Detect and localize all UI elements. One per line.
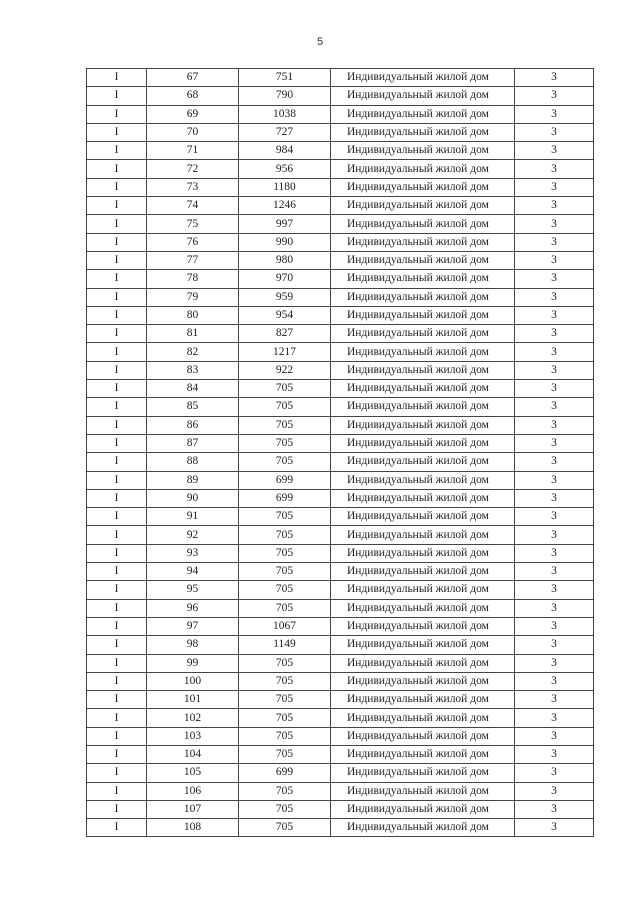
land-use-cell: Индивидуальный жилой дом <box>331 581 515 599</box>
lot-number-cell: 92 <box>147 526 239 544</box>
land-use-cell: Индивидуальный жилой дом <box>331 819 515 837</box>
lot-number-cell: 81 <box>147 325 239 343</box>
zone-cell: I <box>87 745 147 763</box>
category-cell: 3 <box>515 343 594 361</box>
table-row <box>87 800 594 818</box>
land-use-cell: Индивидуальный жилой дом <box>331 727 515 745</box>
table-row <box>87 343 594 361</box>
category-cell: 3 <box>515 581 594 599</box>
category-cell: 3 <box>515 526 594 544</box>
table-row <box>87 123 594 141</box>
lot-number-cell: 69 <box>147 105 239 123</box>
table-row <box>87 233 594 251</box>
zone-cell: I <box>87 727 147 745</box>
lot-number-cell: 89 <box>147 471 239 489</box>
category-cell: 3 <box>515 325 594 343</box>
zone-cell: I <box>87 563 147 581</box>
page-number: 5 <box>316 36 324 48</box>
table-row <box>87 782 594 800</box>
table-row <box>87 434 594 452</box>
land-use-cell: Индивидуальный жилой дом <box>331 380 515 398</box>
area-cell: 790 <box>239 87 331 105</box>
table-row <box>87 416 594 434</box>
category-cell: 3 <box>515 197 594 215</box>
zone-cell: I <box>87 581 147 599</box>
category-cell: 3 <box>515 87 594 105</box>
zone-cell: I <box>87 142 147 160</box>
category-cell: 3 <box>515 599 594 617</box>
lot-number-cell: 101 <box>147 691 239 709</box>
lot-number-cell: 67 <box>147 69 239 87</box>
land-use-cell: Индивидуальный жилой дом <box>331 270 515 288</box>
lot-number-cell: 73 <box>147 178 239 196</box>
table-row <box>87 215 594 233</box>
area-cell: 705 <box>239 782 331 800</box>
land-use-cell: Индивидуальный жилой дом <box>331 416 515 434</box>
land-use-cell: Индивидуальный жилой дом <box>331 782 515 800</box>
table-row <box>87 325 594 343</box>
category-cell: 3 <box>515 178 594 196</box>
land-use-cell: Индивидуальный жилой дом <box>331 142 515 160</box>
table-row <box>87 453 594 471</box>
zone-cell: I <box>87 654 147 672</box>
area-cell: 727 <box>239 123 331 141</box>
category-cell: 3 <box>515 544 594 562</box>
area-cell: 705 <box>239 581 331 599</box>
zone-cell: I <box>87 270 147 288</box>
area-cell: 699 <box>239 471 331 489</box>
zone-cell: I <box>87 471 147 489</box>
table-row <box>87 599 594 617</box>
category-cell: 3 <box>515 508 594 526</box>
zone-cell: I <box>87 306 147 324</box>
land-use-cell: Индивидуальный жилой дом <box>331 288 515 306</box>
zone-cell: I <box>87 87 147 105</box>
table-row <box>87 581 594 599</box>
land-use-cell: Индивидуальный жилой дом <box>331 800 515 818</box>
table-row <box>87 471 594 489</box>
category-cell: 3 <box>515 745 594 763</box>
area-cell: 984 <box>239 142 331 160</box>
lot-number-cell: 80 <box>147 306 239 324</box>
zone-cell: I <box>87 526 147 544</box>
area-cell: 751 <box>239 69 331 87</box>
lot-number-cell: 107 <box>147 800 239 818</box>
land-use-cell: Индивидуальный жилой дом <box>331 453 515 471</box>
table-row <box>87 489 594 507</box>
land-use-cell: Индивидуальный жилой дом <box>331 306 515 324</box>
lot-number-cell: 108 <box>147 819 239 837</box>
area-cell: 827 <box>239 325 331 343</box>
category-cell: 3 <box>515 215 594 233</box>
zone-cell: I <box>87 434 147 452</box>
zone-cell: I <box>87 508 147 526</box>
zone-cell: I <box>87 233 147 251</box>
table-row <box>87 636 594 654</box>
table-row <box>87 654 594 672</box>
table-row <box>87 508 594 526</box>
land-use-cell: Индивидуальный жилой дом <box>331 745 515 763</box>
lot-number-cell: 84 <box>147 380 239 398</box>
land-use-cell: Индивидуальный жилой дом <box>331 251 515 269</box>
lot-number-cell: 98 <box>147 636 239 654</box>
land-use-cell: Индивидуальный жилой дом <box>331 233 515 251</box>
category-cell: 3 <box>515 416 594 434</box>
area-cell: 705 <box>239 563 331 581</box>
category-cell: 3 <box>515 563 594 581</box>
table-row <box>87 69 594 87</box>
lot-number-cell: 85 <box>147 398 239 416</box>
category-cell: 3 <box>515 691 594 709</box>
lot-number-cell: 82 <box>147 343 239 361</box>
table-row <box>87 160 594 178</box>
lot-number-cell: 78 <box>147 270 239 288</box>
area-cell: 1180 <box>239 178 331 196</box>
lot-number-cell: 90 <box>147 489 239 507</box>
area-cell: 705 <box>239 727 331 745</box>
category-cell: 3 <box>515 489 594 507</box>
lot-number-cell: 71 <box>147 142 239 160</box>
zone-cell: I <box>87 453 147 471</box>
land-use-cell: Индивидуальный жилой дом <box>331 617 515 635</box>
area-cell: 705 <box>239 745 331 763</box>
zone-cell: I <box>87 251 147 269</box>
zone-cell: I <box>87 691 147 709</box>
table-row <box>87 380 594 398</box>
area-cell: 705 <box>239 709 331 727</box>
area-cell: 970 <box>239 270 331 288</box>
area-cell: 1067 <box>239 617 331 635</box>
land-use-cell: Индивидуальный жилой дом <box>331 599 515 617</box>
land-use-cell: Индивидуальный жилой дом <box>331 123 515 141</box>
land-use-cell: Индивидуальный жилой дом <box>331 636 515 654</box>
lot-number-cell: 87 <box>147 434 239 452</box>
zone-cell: I <box>87 380 147 398</box>
area-cell: 705 <box>239 508 331 526</box>
zone-cell: I <box>87 800 147 818</box>
zone-cell: I <box>87 343 147 361</box>
category-cell: 3 <box>515 123 594 141</box>
zone-cell: I <box>87 197 147 215</box>
table-row <box>87 617 594 635</box>
land-use-cell: Индивидуальный жилой дом <box>331 398 515 416</box>
category-cell: 3 <box>515 800 594 818</box>
area-cell: 705 <box>239 672 331 690</box>
table-row <box>87 361 594 379</box>
table-row <box>87 105 594 123</box>
category-cell: 3 <box>515 819 594 837</box>
area-cell: 699 <box>239 489 331 507</box>
land-use-cell: Индивидуальный жилой дом <box>331 434 515 452</box>
lot-number-cell: 96 <box>147 599 239 617</box>
category-cell: 3 <box>515 288 594 306</box>
area-cell: 705 <box>239 599 331 617</box>
area-cell: 997 <box>239 215 331 233</box>
land-use-cell: Индивидуальный жилой дом <box>331 691 515 709</box>
land-use-cell: Индивидуальный жилой дом <box>331 105 515 123</box>
zone-cell: I <box>87 361 147 379</box>
land-use-cell: Индивидуальный жилой дом <box>331 178 515 196</box>
land-use-cell: Индивидуальный жилой дом <box>331 87 515 105</box>
zone-cell: I <box>87 215 147 233</box>
area-cell: 699 <box>239 764 331 782</box>
zone-cell: I <box>87 398 147 416</box>
table-row <box>87 178 594 196</box>
area-cell: 705 <box>239 380 331 398</box>
area-cell: 959 <box>239 288 331 306</box>
lot-number-cell: 100 <box>147 672 239 690</box>
lots-table-body <box>87 69 594 837</box>
land-use-cell: Индивидуальный жилой дом <box>331 526 515 544</box>
table-row <box>87 563 594 581</box>
table-row <box>87 709 594 727</box>
category-cell: 3 <box>515 453 594 471</box>
area-cell: 705 <box>239 398 331 416</box>
zone-cell: I <box>87 178 147 196</box>
lot-number-cell: 76 <box>147 233 239 251</box>
zone-cell: I <box>87 160 147 178</box>
category-cell: 3 <box>515 270 594 288</box>
zone-cell: I <box>87 617 147 635</box>
land-use-cell: Индивидуальный жилой дом <box>331 69 515 87</box>
area-cell: 705 <box>239 654 331 672</box>
category-cell: 3 <box>515 617 594 635</box>
table-row <box>87 691 594 709</box>
lot-number-cell: 72 <box>147 160 239 178</box>
zone-cell: I <box>87 489 147 507</box>
area-cell: 705 <box>239 819 331 837</box>
category-cell: 3 <box>515 361 594 379</box>
lot-number-cell: 74 <box>147 197 239 215</box>
zone-cell: I <box>87 123 147 141</box>
land-use-cell: Индивидуальный жилой дом <box>331 764 515 782</box>
table-row <box>87 526 594 544</box>
lot-number-cell: 104 <box>147 745 239 763</box>
area-cell: 705 <box>239 526 331 544</box>
table-row <box>87 398 594 416</box>
category-cell: 3 <box>515 636 594 654</box>
area-cell: 705 <box>239 453 331 471</box>
table-row <box>87 270 594 288</box>
land-use-cell: Индивидуальный жилой дом <box>331 489 515 507</box>
land-use-cell: Индивидуальный жилой дом <box>331 508 515 526</box>
land-use-cell: Индивидуальный жилой дом <box>331 544 515 562</box>
area-cell: 705 <box>239 544 331 562</box>
category-cell: 3 <box>515 233 594 251</box>
category-cell: 3 <box>515 160 594 178</box>
area-cell: 1149 <box>239 636 331 654</box>
zone-cell: I <box>87 325 147 343</box>
lot-number-cell: 77 <box>147 251 239 269</box>
table-row <box>87 142 594 160</box>
lot-number-cell: 88 <box>147 453 239 471</box>
category-cell: 3 <box>515 727 594 745</box>
land-use-cell: Индивидуальный жилой дом <box>331 654 515 672</box>
zone-cell: I <box>87 709 147 727</box>
lot-number-cell: 93 <box>147 544 239 562</box>
table-row <box>87 672 594 690</box>
lots-table <box>86 68 594 837</box>
category-cell: 3 <box>515 764 594 782</box>
lot-number-cell: 103 <box>147 727 239 745</box>
area-cell: 956 <box>239 160 331 178</box>
category-cell: 3 <box>515 306 594 324</box>
category-cell: 3 <box>515 380 594 398</box>
category-cell: 3 <box>515 434 594 452</box>
land-use-cell: Индивидуальный жилой дом <box>331 361 515 379</box>
table-row <box>87 764 594 782</box>
area-cell: 705 <box>239 800 331 818</box>
land-use-cell: Индивидуальный жилой дом <box>331 672 515 690</box>
lot-number-cell: 75 <box>147 215 239 233</box>
land-use-cell: Индивидуальный жилой дом <box>331 471 515 489</box>
category-cell: 3 <box>515 105 594 123</box>
table-row <box>87 87 594 105</box>
table-row <box>87 197 594 215</box>
table-row <box>87 745 594 763</box>
area-cell: 705 <box>239 416 331 434</box>
table-row <box>87 288 594 306</box>
land-use-cell: Индивидуальный жилой дом <box>331 325 515 343</box>
area-cell: 922 <box>239 361 331 379</box>
zone-cell: I <box>87 288 147 306</box>
category-cell: 3 <box>515 69 594 87</box>
category-cell: 3 <box>515 672 594 690</box>
lot-number-cell: 91 <box>147 508 239 526</box>
area-cell: 1246 <box>239 197 331 215</box>
area-cell: 980 <box>239 251 331 269</box>
lot-number-cell: 97 <box>147 617 239 635</box>
table-row <box>87 251 594 269</box>
zone-cell: I <box>87 764 147 782</box>
lot-number-cell: 95 <box>147 581 239 599</box>
zone-cell: I <box>87 636 147 654</box>
land-use-cell: Индивидуальный жилой дом <box>331 215 515 233</box>
area-cell: 1038 <box>239 105 331 123</box>
lot-number-cell: 102 <box>147 709 239 727</box>
category-cell: 3 <box>515 471 594 489</box>
category-cell: 3 <box>515 782 594 800</box>
zone-cell: I <box>87 416 147 434</box>
zone-cell: I <box>87 782 147 800</box>
lot-number-cell: 83 <box>147 361 239 379</box>
area-cell: 705 <box>239 691 331 709</box>
lot-number-cell: 106 <box>147 782 239 800</box>
lot-number-cell: 79 <box>147 288 239 306</box>
area-cell: 1217 <box>239 343 331 361</box>
lot-number-cell: 99 <box>147 654 239 672</box>
category-cell: 3 <box>515 398 594 416</box>
zone-cell: I <box>87 819 147 837</box>
area-cell: 705 <box>239 434 331 452</box>
table-row <box>87 727 594 745</box>
area-cell: 990 <box>239 233 331 251</box>
land-use-cell: Индивидуальный жилой дом <box>331 343 515 361</box>
zone-cell: I <box>87 105 147 123</box>
land-use-cell: Индивидуальный жилой дом <box>331 197 515 215</box>
zone-cell: I <box>87 672 147 690</box>
zone-cell: I <box>87 544 147 562</box>
category-cell: 3 <box>515 709 594 727</box>
land-use-cell: Индивидуальный жилой дом <box>331 160 515 178</box>
category-cell: 3 <box>515 654 594 672</box>
land-use-cell: Индивидуальный жилой дом <box>331 563 515 581</box>
lot-number-cell: 70 <box>147 123 239 141</box>
table-row <box>87 544 594 562</box>
table-row <box>87 306 594 324</box>
land-use-cell: Индивидуальный жилой дом <box>331 709 515 727</box>
area-cell: 954 <box>239 306 331 324</box>
category-cell: 3 <box>515 142 594 160</box>
lot-number-cell: 105 <box>147 764 239 782</box>
lot-number-cell: 68 <box>147 87 239 105</box>
zone-cell: I <box>87 599 147 617</box>
category-cell: 3 <box>515 251 594 269</box>
lot-number-cell: 86 <box>147 416 239 434</box>
table-row <box>87 819 594 837</box>
zone-cell: I <box>87 69 147 87</box>
lot-number-cell: 94 <box>147 563 239 581</box>
